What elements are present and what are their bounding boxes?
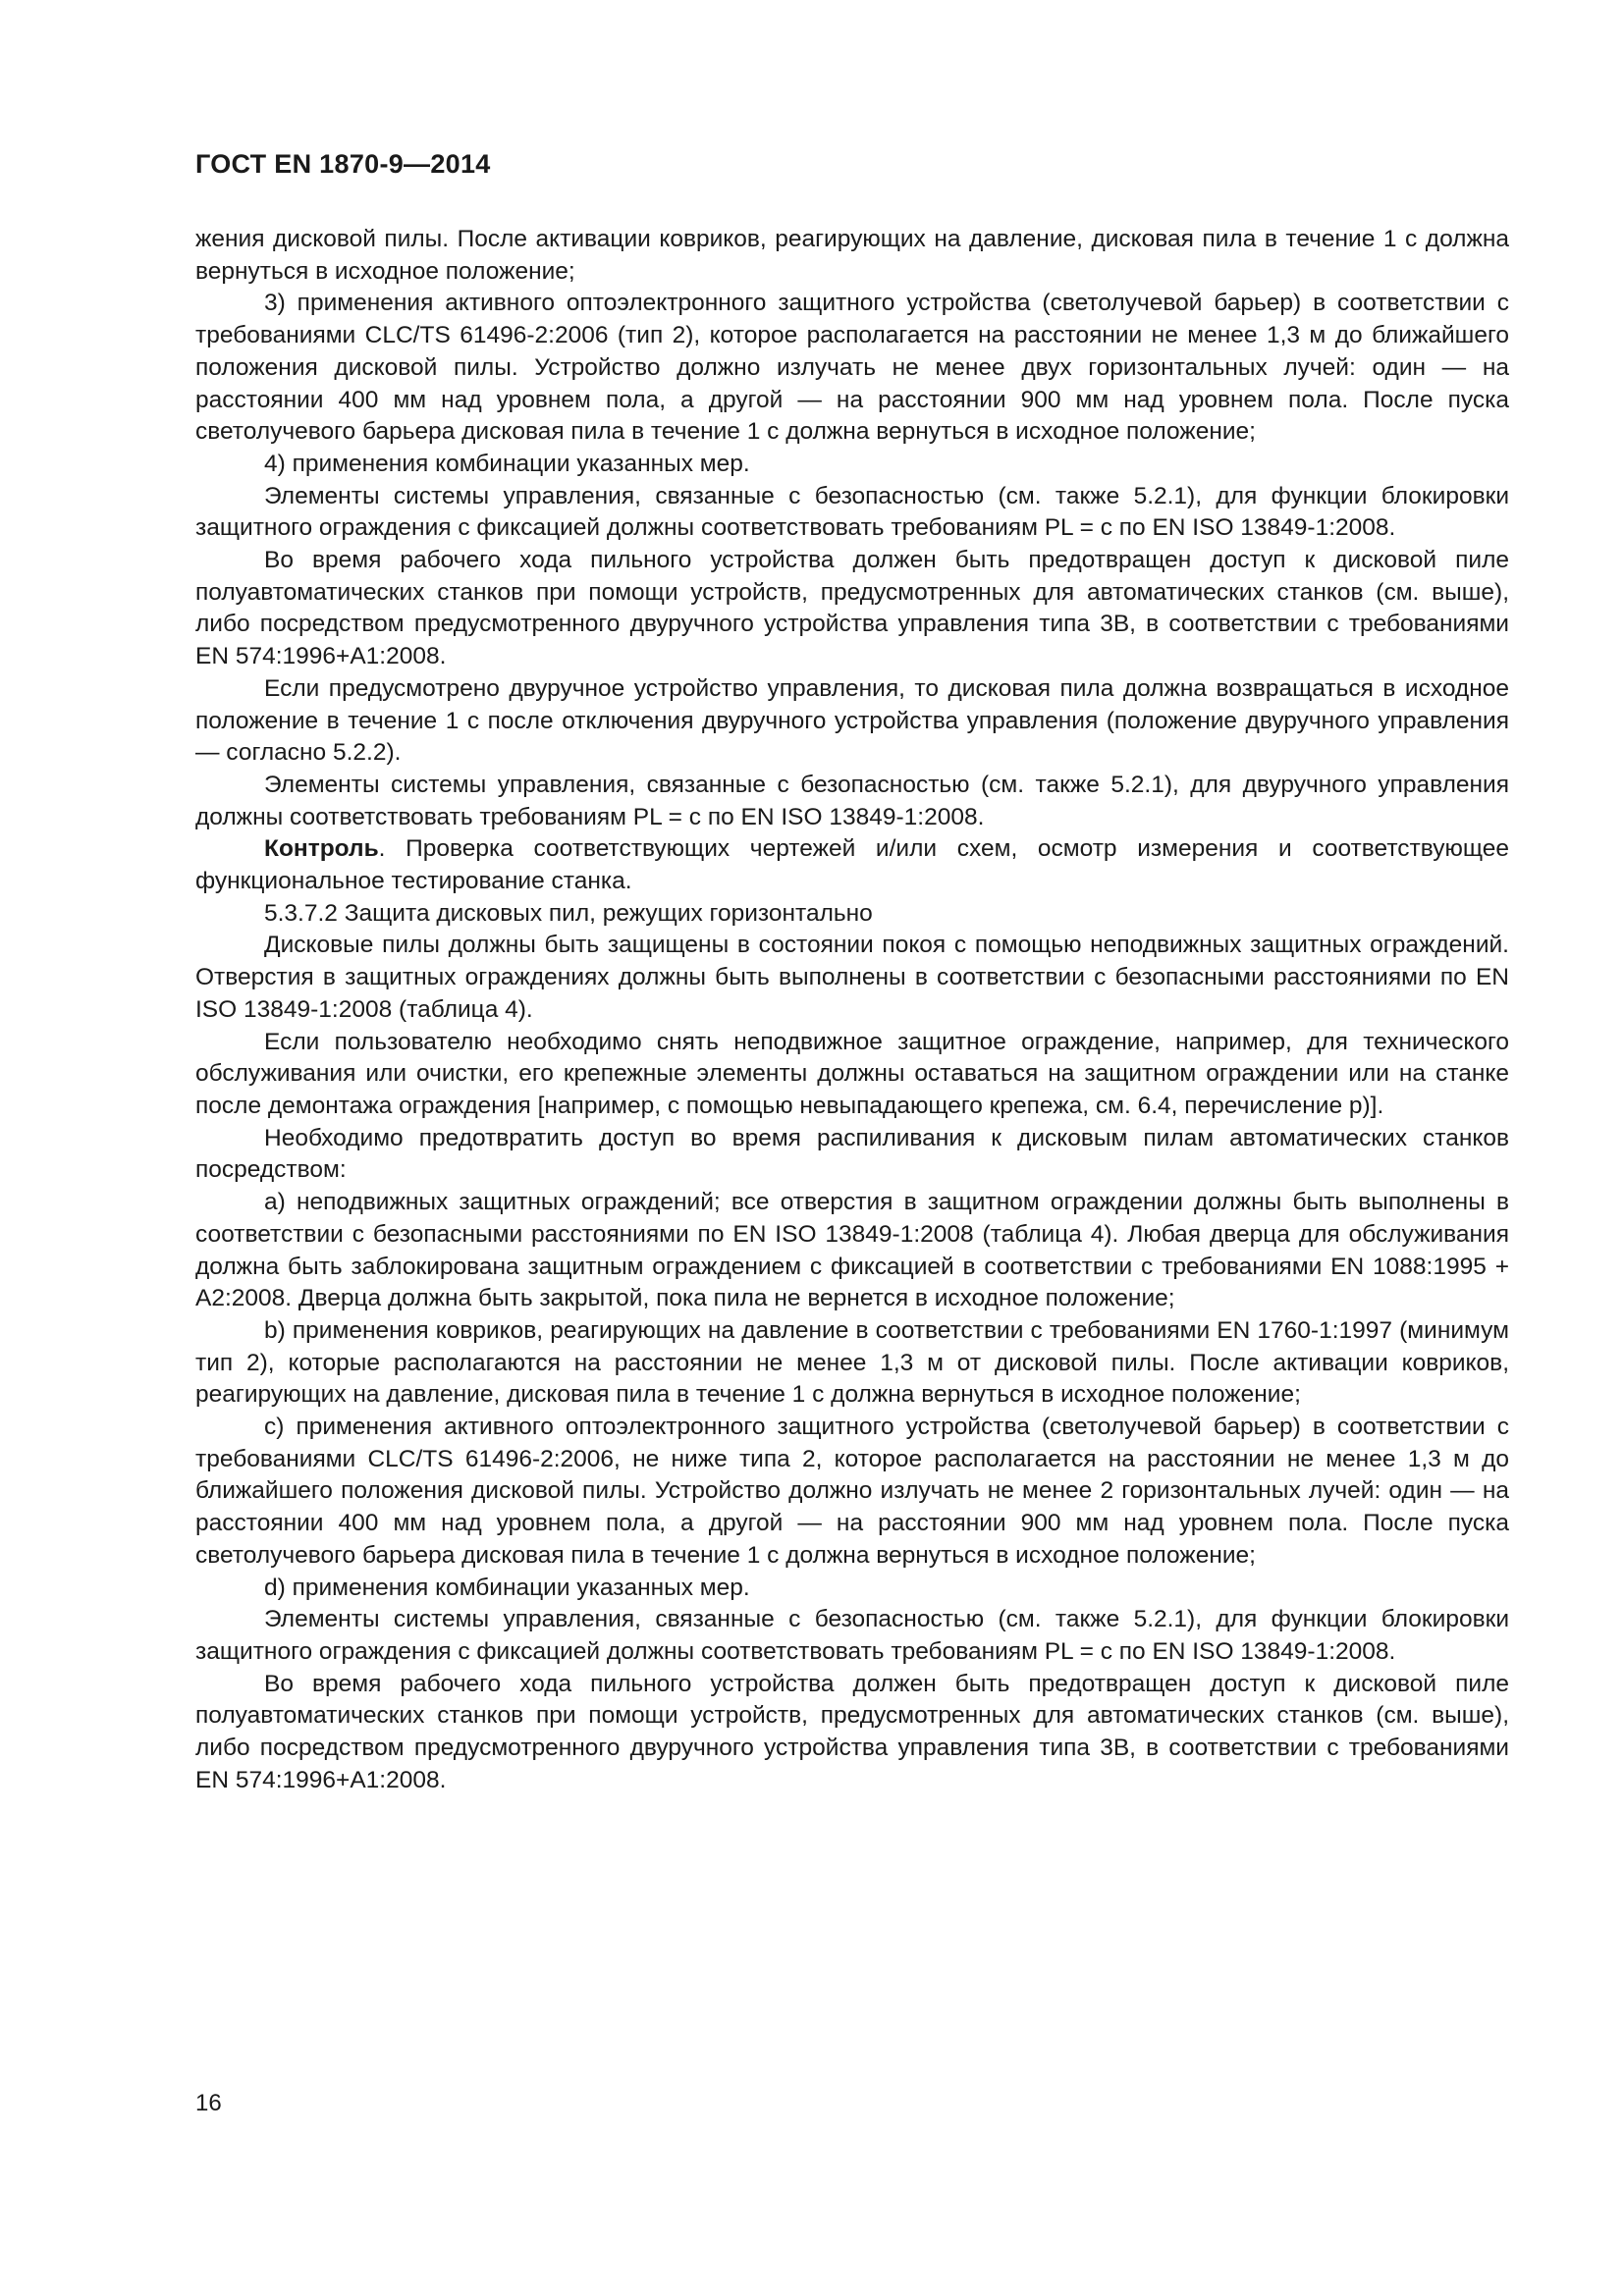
paragraph: Элементы системы управления, связанные с безопасностью (см. также 5.2.1), для функции блокировки защитного ограждения с фиксацией должны соответствовать требованиям PL = с по EN ISO 13849-1:2008. (195, 1606, 1509, 1665)
paragraph: Во время рабочего хода пильного устройства должен быть предотвращен доступ к дисковой пиле полуавтоматических станков при помощи устройств, предусмотренных для автоматических станков (см. выше), либо посредством предусмотренного двуручного устройства управления типа 3В, в соответствии с требованиями EN 574:1996+A1:2008. (195, 1670, 1509, 1793)
paragraph: Необходимо предотвратить доступ во время распиливания к дисковым пилам автоматических станков посредством: (195, 1124, 1509, 1184)
paragraph: Во время рабочего хода пильного устройства должен быть предотвращен доступ к дисковой пиле полуавтоматических станков при помощи устройств, предусмотренных для автоматических станков (см. выше), либо посредством предусмотренного двуручного устройства управления типа 3В, в соответствии с требованиями EN 574:1996+A1:2008. (195, 547, 1509, 670)
control-text: . Проверка соответствующих чертежей и/или схем, осмотр измерения и соответствующее функциональное тестирование станка. (195, 835, 1509, 895)
paragraph: Если пользователю необходимо снять неподвижное защитное ограждение, например, для технического обслуживания или очистки, его крепежные элементы должны оставаться на защитном ограждении или на станке после демонтажа ограждения [например, с помощью невыпадающего крепежа, см. 6.4, перечисление р)]. (195, 1028, 1509, 1119)
document-header: ГОСТ EN 1870-9—2014 (195, 149, 491, 179)
section-heading: 5.3.7.2 Защита дисковых пил, режущих горизонтально (264, 899, 873, 927)
paragraph: жения дисковой пилы. После активации ковриков, реагирующих на давление, дисковая пила в течение 1 с должна вернуться в исходное положение; (195, 226, 1509, 285)
page-number: 16 (195, 2090, 222, 2116)
paragraph: 4) применения комбинации указанных мер. (264, 450, 750, 477)
list-item: a) неподвижных защитных ограждений; все отверстия в защитном ограждении должны быть выполнены в соответствии с безопасными расстояниями по EN ISO 13849-1:2008 (таблица 4). Любая дверца для обслуживания должна быть заблокирована защитным ограждением с фиксацией в соответствии с требованиями EN 1088:1995 + A2:2008. Дверца должна быть закрытой, пока пила не вернется в исходное положение; (195, 1189, 1509, 1312)
control-label: Контроль (264, 835, 379, 863)
list-item: b) применения ковриков, реагирующих на давление в соответствии с требованиями EN 1760-1:1997 (минимум тип 2), которые располагаются на расстоянии не менее 1,3 м от дисковой пилы. После активации ковриков, реагирующих на давление, дисковая пила в течение 1 с должна вернуться в исходное положение; (195, 1316, 1509, 1409)
paragraph: Элементы системы управления, связанные с безопасностью (см. также 5.2.1), для двуручного управления должны соответствовать требованиям PL = с по EN ISO 13849-1:2008. (195, 771, 1509, 830)
control-paragraph (195, 833, 1509, 897)
paragraph: Дисковые пилы должны быть защищены в состоянии покоя с помощью неподвижных защитных ограждений. Отверстия в защитных ограждениях должны быть выполнены в соответствии с безопасными расстояниями по EN ISO 13849-1:2008 (таблица 4). (195, 932, 1509, 1023)
paragraph: 3) применения активного оптоэлектронного защитного устройства (светолучевой барьер) в соответствии с требованиями CLC/TS 61496-2:2006 (тип 2), которое располагается на расстоянии не менее 1,3 м до ближайшего положения дисковой пилы. Устройство должно излучать не менее двух горизонтальных лучей: один — на расстоянии 400 мм над уровнем пола, а другой — на расстоянии 900 мм над уровнем пола. После пуска светолучевого барьера дисковая пила в течение 1 с должна вернуться в исходное положение; (195, 290, 1509, 446)
list-item: c) применения активного оптоэлектронного защитного устройства (светолучевой барьер) в соответствии с требованиями CLC/TS 61496-2:2006, не ниже типа 2, которое располагается на расстоянии не менее 1,3 м до ближайшего положения дисковой пилы. Устройство должно излучать не менее 2 горизонтальных лучей: один — на расстоянии 400 мм над уровнем пола, а другой — на расстоянии 900 мм над уровнем пола. После пуска светолучевого барьера дисковая пила в течение 1 с должна вернуться в исходное положение; (195, 1414, 1509, 1569)
list-item: d) применения комбинации указанных мер. (264, 1574, 750, 1601)
paragraph: Элементы системы управления, связанные с безопасностью (см. также 5.2.1), для функции блокировки защитного ограждения с фиксацией должны соответствовать требованиям PL = с по EN ISO 13849-1:2008. (195, 482, 1509, 542)
document-body (195, 224, 1509, 1796)
paragraph: Если предусмотрено двуручное устройство управления, то дисковая пила должна возвращаться в исходное положение в течение 1 с после отключения двуручного устройства управления (положение двуручного управления — согласно 5.2.2). (195, 674, 1509, 767)
